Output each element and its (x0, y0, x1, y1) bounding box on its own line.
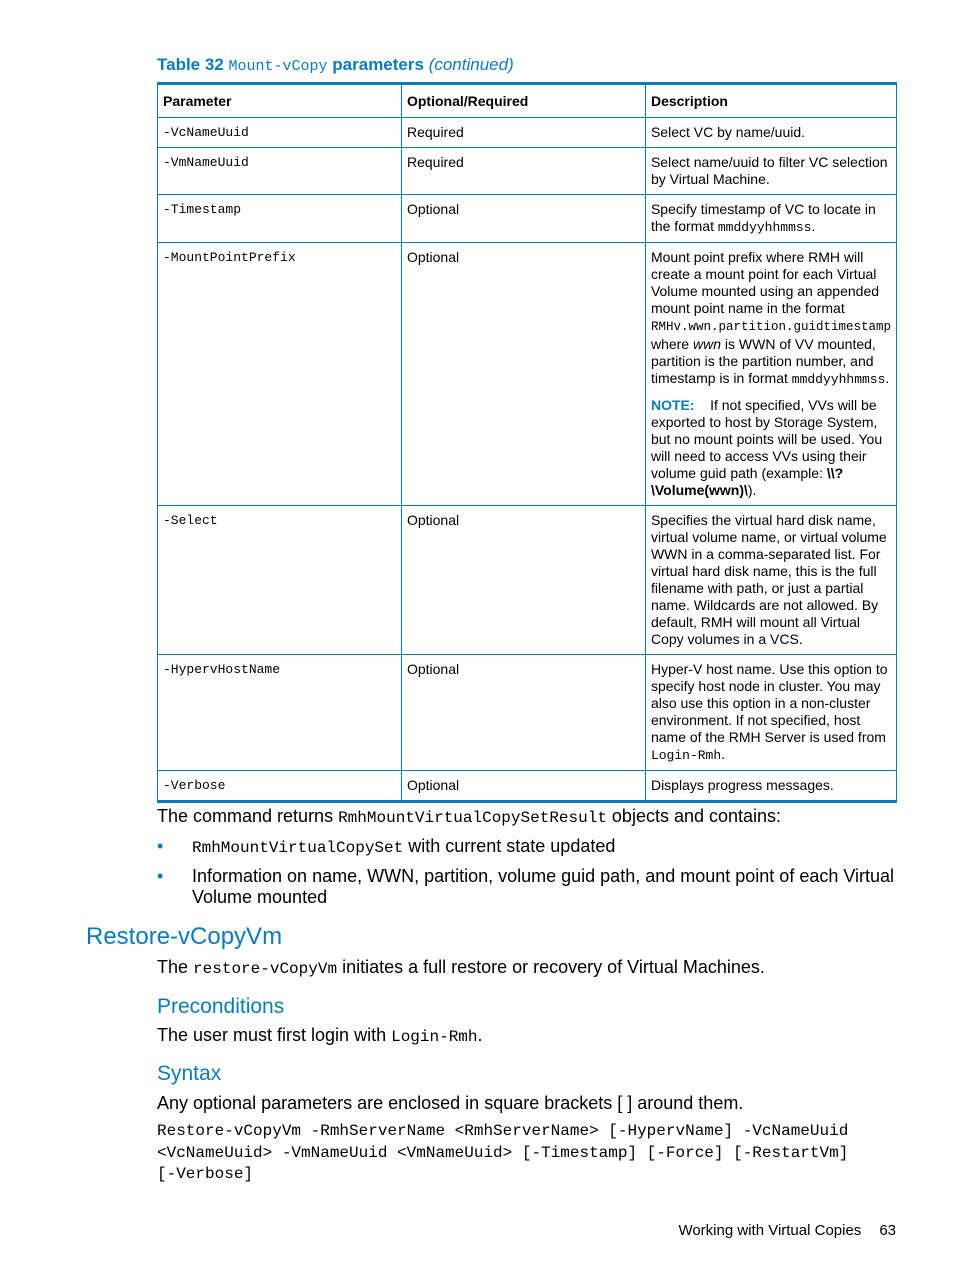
table-row (158, 771, 897, 802)
param-cell: -VcNameUuid (158, 118, 402, 148)
table-caption (157, 55, 514, 75)
bullet-code: RmhMountVirtualCopySet (192, 839, 404, 857)
req-cell: Optional (401, 195, 645, 243)
desc-text: Hyper-V host name. Use this option to specify host node in cluster. You may also use this option in a non-cluster environment. If not specified, host name of the RMH Server is used from (650, 661, 888, 745)
subheading-preconditions: Preconditions (157, 995, 285, 1018)
table-row (158, 506, 897, 655)
note-paragraph (651, 397, 891, 499)
page-number: 63 (879, 1222, 896, 1239)
intro-text: The (157, 957, 194, 977)
desc-text: where (650, 336, 693, 352)
param-cell: -MountPointPrefix (158, 243, 402, 506)
req-cell: Optional (401, 243, 645, 506)
header-optional-required: Optional/Required (401, 84, 645, 118)
req-cell: Optional (401, 771, 645, 802)
desc-paragraph (651, 249, 891, 388)
req-cell: Optional (401, 655, 645, 771)
note-label: NOTE: (650, 397, 695, 413)
subheading-syntax: Syntax (157, 1062, 222, 1085)
header-parameter: Parameter (158, 84, 402, 118)
bullet-icon: • (157, 836, 164, 856)
req-cell: Required (401, 118, 645, 148)
returns-paragraph (157, 806, 781, 829)
restore-intro (157, 957, 765, 980)
desc-code: mmddyyhhmmss (717, 220, 812, 235)
returns-text: The command returns (157, 806, 339, 826)
desc-code: RMHv.wwn.partition.guidtimestamp (650, 320, 891, 334)
param-cell: -Timestamp (158, 195, 402, 243)
req-cell: Required (401, 148, 645, 195)
page-footer (0, 1222, 896, 1239)
desc-code: mmddyyhhmmss (791, 372, 886, 387)
table-header-row (158, 84, 897, 118)
desc-cell (645, 655, 896, 771)
desc-cell (645, 195, 896, 243)
param-cell: -VmNameUuid (158, 148, 402, 195)
note-end: ). (747, 482, 757, 498)
footer-section: Working with Virtual Copies (678, 1222, 862, 1239)
precond-text: . (477, 1025, 483, 1045)
desc-text: is WWN of VV mounted, partition is the partition number, and timestamp is in format (650, 336, 876, 386)
desc-cell: Displays progress messages. (645, 771, 896, 802)
precond-code: Login-Rmh (391, 1028, 478, 1046)
parameters-table (157, 82, 897, 803)
desc-text: . (721, 746, 726, 762)
returns-text: objects and contains: (606, 806, 782, 826)
param-cell: -Verbose (158, 771, 402, 802)
param-cell: -Select (158, 506, 402, 655)
syntax-code-block: Restore-vCopyVm -RmhServerName <RmhServerName> [-HypervName] -VcNameUuid <VcNameUuid> -VmNameUuid <VmNameUuid> [-Timestamp] [-Force] [-RestartVm] [-Verbose] (157, 1122, 849, 1183)
req-cell: Optional (401, 506, 645, 655)
section-heading-restore: Restore-vCopyVm (86, 923, 283, 950)
precond-text: The user must first login with (157, 1025, 392, 1045)
table-row (158, 118, 897, 148)
bullet-line: Volume mounted (192, 887, 328, 907)
bullet-text-part: with current state updated (403, 836, 616, 856)
note-text: If not specified, VVs will be exported to host by Storage System, but no mount points will be used. You will need to access VVs using their volume guid path (example: (650, 397, 883, 481)
desc-code: Login-Rmh (650, 748, 722, 763)
bullet-line: Information on name, WWN, partition, volume guid path, and mount point of each Virtual (192, 866, 895, 886)
desc-wwn: wwn (692, 336, 721, 352)
desc-cell (645, 243, 896, 506)
syntax-text: Any optional parameters are enclosed in square brackets [ ] around them. (157, 1093, 744, 1113)
intro-text: initiates a full restore or recovery of Virtual Machines. (337, 957, 765, 977)
table-suffix: (continued) (428, 55, 514, 74)
desc-text: . (811, 218, 816, 234)
table-row (158, 655, 897, 771)
table-title: parameters (332, 55, 424, 74)
desc-cell: Specifies the virtual hard disk name, virtual volume name, or virtual volume WWN in a comma-separated list. For virtual hard disk name, this is the full filename with path, or just a partial name. Wildcards are not allowed. By default, RMH will mount all Virtual Copy volumes in a VCS. (645, 506, 896, 655)
bullet-icon: • (157, 866, 164, 886)
desc-text: Mount point prefix where RMH will create a mount point for each Virtual Volume mounted using an appended mount point name in the format (650, 249, 880, 316)
desc-text: Specify timestamp of VC to locate in the format (650, 201, 876, 234)
bullet-text (192, 866, 894, 908)
desc-cell: Select name/uuid to filter VC selection by Virtual Machine. (645, 148, 896, 195)
header-description: Description (645, 84, 896, 118)
table-code: Mount-vCopy (228, 58, 328, 75)
note-path: \\?\Volume(wwn)\ (650, 465, 844, 498)
desc-text: . (885, 370, 890, 386)
table-row (158, 195, 897, 243)
param-cell: -HypervHostName (158, 655, 402, 771)
table-row (158, 243, 897, 506)
table-row (158, 148, 897, 195)
desc-cell: Select VC by name/uuid. (645, 118, 896, 148)
table-label: Table 32 (157, 55, 224, 74)
returns-code: RmhMountVirtualCopySetResult (338, 809, 607, 827)
bullet-text (192, 836, 615, 859)
intro-code: restore-vCopyVm (193, 960, 338, 978)
preconditions-text (157, 1025, 483, 1048)
